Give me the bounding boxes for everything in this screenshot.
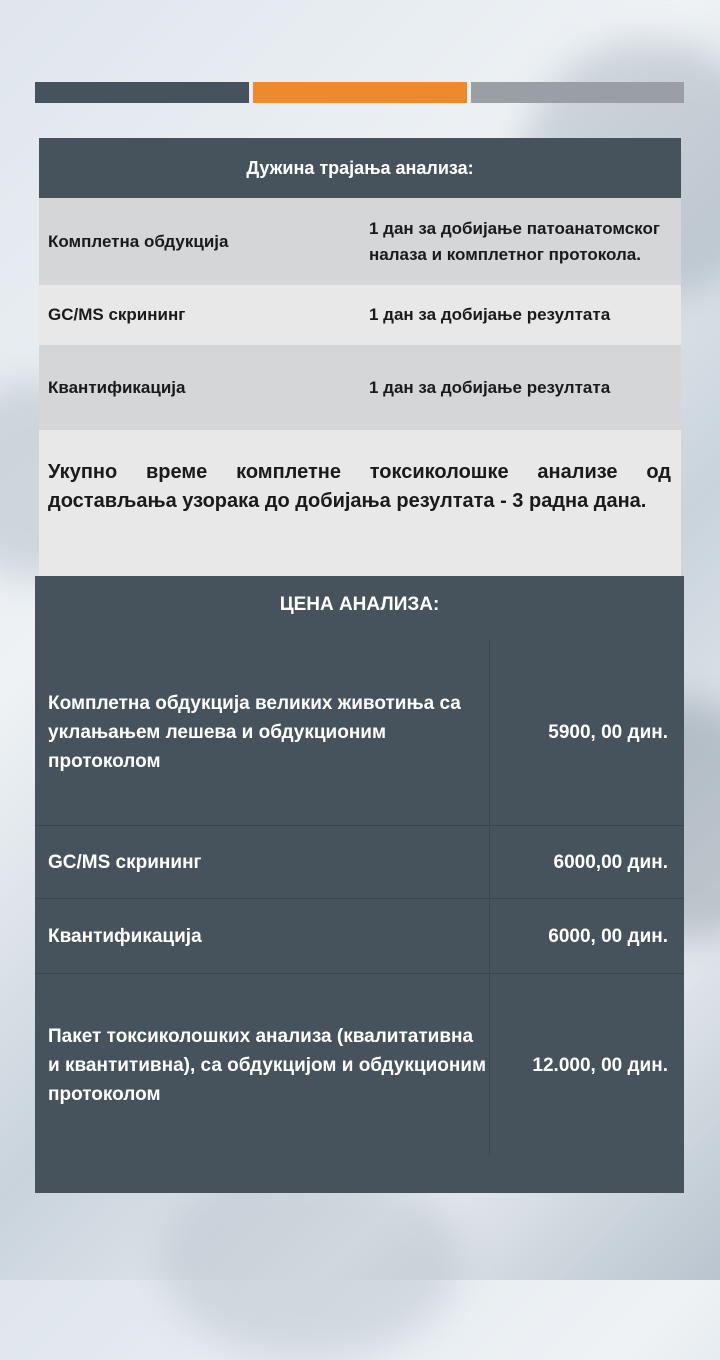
price-item-name: GC/MS скрининг — [48, 851, 202, 873]
price-heading: ЦЕНА АНАЛИЗА: — [279, 594, 440, 615]
analysis-duration: 1 дан за добијање резултата — [369, 377, 611, 397]
price-value: 5900, 00 дин. — [548, 721, 668, 743]
price-table — [35, 576, 684, 1193]
bar-orange — [253, 82, 467, 103]
price-value: 6000, 00 дин. — [548, 925, 668, 947]
analysis-duration: 1 дан за добијање резултата — [369, 305, 611, 324]
price-item-name: Квантификација — [48, 925, 202, 947]
price-row — [35, 899, 684, 974]
duration-table — [39, 138, 681, 576]
duration-row — [39, 285, 681, 345]
price-item-name: Пакет токсиколошких анализа (квалитативна и квантитивна), са обдукцијом и обдукционим протоколом — [48, 1025, 487, 1105]
analysis-name: Квантификација — [48, 377, 186, 397]
price-value: 12.000, 00 дин. — [532, 1054, 668, 1076]
decorative-color-bars — [35, 82, 684, 103]
duration-row — [39, 198, 681, 285]
analysis-name: Комплетна обдукција — [48, 231, 229, 251]
analysis-duration: 1 дан за добијање патоанатомског налаза и комплетног протокола. — [369, 218, 660, 264]
analysis-name: GC/MS скрининг — [48, 305, 186, 324]
duration-row — [39, 345, 681, 430]
total-duration-note: Укупно време комплетне токсиколошке анализе од достављања узорака до добијања резултата - 3 радна дана. — [39, 430, 681, 576]
price-value: 6000,00 дин. — [553, 851, 668, 873]
bar-dark — [35, 82, 249, 103]
duration-heading: Дужина трајања анализа: — [39, 138, 681, 198]
price-item-name: Комплетна обдукција великих животиња са уклањањем лешева и обдукционим протоколом — [48, 692, 461, 772]
bar-gray — [471, 82, 684, 103]
price-row — [35, 974, 684, 1156]
price-row — [35, 826, 684, 899]
price-row — [35, 639, 684, 826]
